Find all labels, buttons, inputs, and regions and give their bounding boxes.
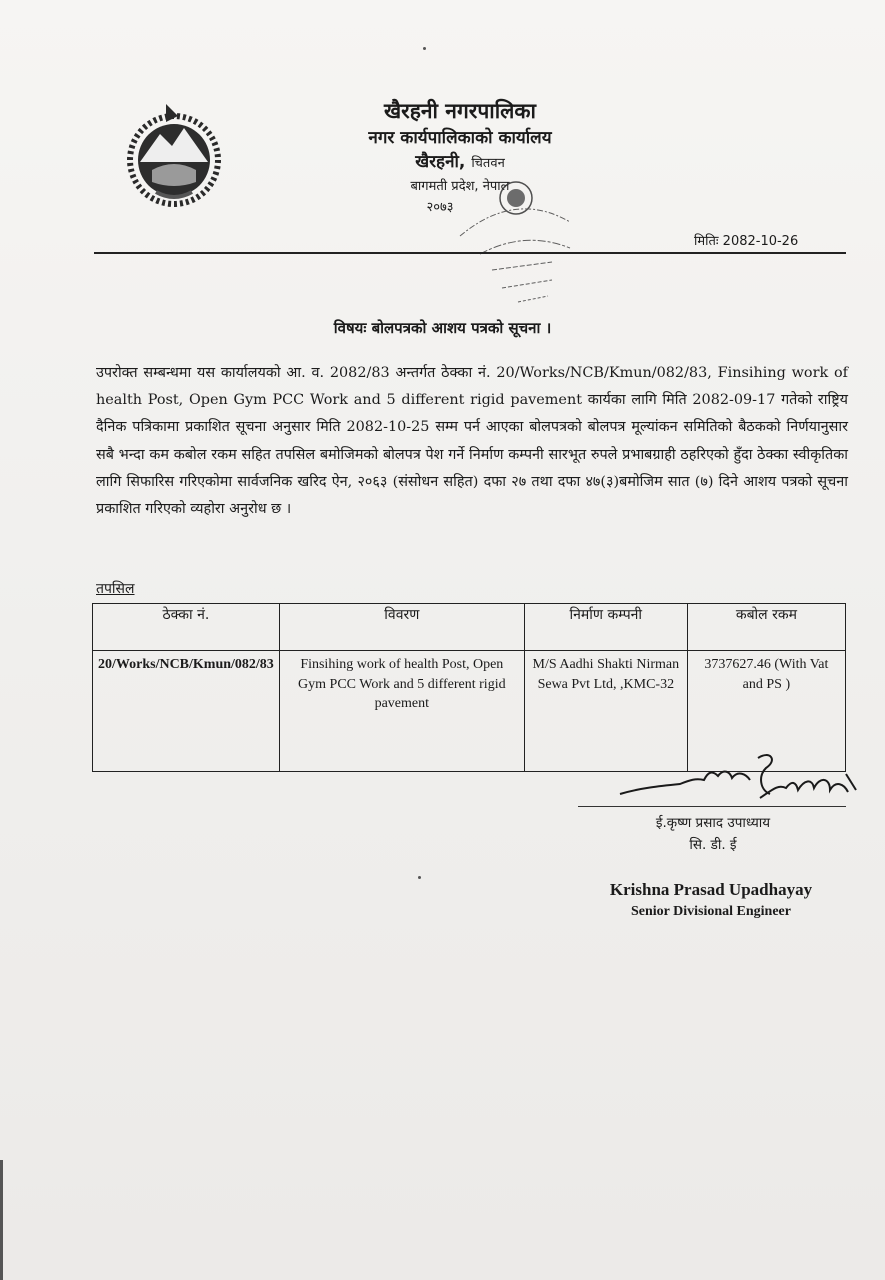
city-name: खैरहनी, — [415, 152, 466, 172]
province-line: बागमती प्रदेश, नेपाल — [410, 179, 510, 194]
signatory-title-np: सि. डी. ई — [689, 837, 737, 853]
page-edge-shadow — [0, 1160, 3, 1280]
municipality-name: खैरहनी नगरपालिका — [383, 99, 536, 123]
col-bid-amount: कबोल रकम — [687, 604, 845, 651]
speck — [423, 47, 426, 50]
speck — [418, 876, 421, 879]
issue-date: मितिः 2082-10-26 — [694, 234, 799, 249]
notice-body: उपरोक्त सम्बन्धमा यस कार्यालयको आ. व. 2082/83 अन्तर्गत ठेक्का नं. 20/Works/NCB/Kmun/082/83, Finsihing work of health Post, Open Gym PCC Work and 5 different rigid pavement कार्यका लागि मिति 2082-09-17 गतेको राष्ट्रिय दैनिक पत्रिकामा प्रकाशित सूचना अनुसार मिति 2082-10-25 सम्म पर्न आएका बोलपत्रको बोलपत्र मूल्यांकन समितिको बैठकको निर्णयानुसार सबै भन्दा कम कबोल रकम सहित तपसिल बमोजिमको बोलपत्र पेश गर्ने निर्माण कम्पनी सारभूत रुपले प्रभाबग्राही ठहरिएको हुँदा ठेक्का स्वीकृतिका लागि सिफारिस गरिएकोमा सार्वजनिक खरिद ऐन, २०६३ (संसोधन सहित) दफा २७ तथा दफा ४७(३)बमोजिम सात (७) दिने आशय पत्रको सूचना प्रकाशित गरिएको व्यहोरा अनुरोध छ । — [96, 365, 848, 518]
office-name: नगर कार्यपालिकाको कार्यालय — [368, 128, 552, 148]
district-name: चितवन — [471, 156, 505, 171]
col-company: निर्माण कम्पनी — [524, 604, 687, 651]
signatory-title-en: Senior Divisional Engineer — [631, 904, 791, 919]
signatory-name-en: Krishna Prasad Upadhayay — [609, 880, 813, 899]
handwritten-signature — [600, 750, 865, 810]
header-divider — [94, 252, 846, 254]
office-stamp-icon — [440, 170, 590, 310]
signature-line — [578, 806, 846, 807]
government-emblem-icon — [122, 100, 226, 210]
col-description: विवरण — [279, 604, 524, 651]
company-cell: M/S Aadhi Shakti Nirman Sewa Pvt Ltd, ,KMC-32 — [524, 651, 687, 772]
contract-table — [92, 603, 846, 772]
signatory-name-np: ई.कृष्ण प्रसाद उपाध्याय — [655, 815, 771, 831]
table-header-row — [93, 604, 846, 651]
contract-no-cell: 20/Works/NCB/Kmun/082/83 — [93, 651, 280, 772]
established-year: २०७३ — [426, 200, 454, 215]
amount-cell: 3737627.46 (With Vat and PS ) — [687, 651, 845, 772]
description-cell: Finsihing work of health Post, Open Gym PCC Work and 5 different rigid pavement — [279, 651, 524, 772]
signatory-block-np — [618, 812, 808, 856]
details-label: तपसिल — [96, 581, 135, 597]
col-contract-no: ठेक्का नं. — [93, 604, 280, 651]
subject-heading: विषयः बोलपत्रको आशय पत्रको सूचना । — [333, 319, 552, 337]
